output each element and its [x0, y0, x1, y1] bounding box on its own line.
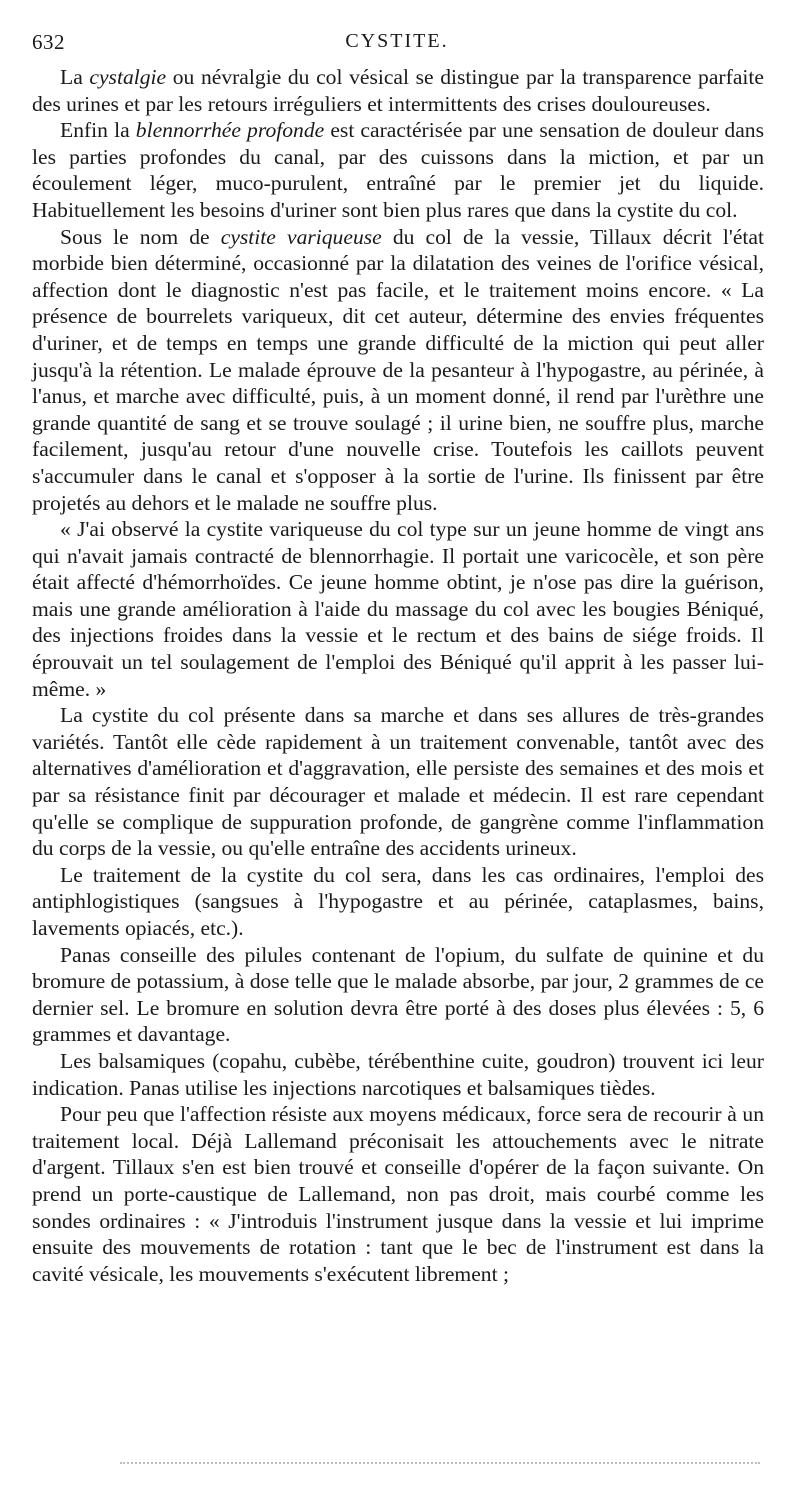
footer-scan-marks [120, 1462, 760, 1468]
italic-term: cystite variqueuse [220, 224, 382, 249]
paragraph-panas: Panas conseille des pilules contenant de l'opium, du sulfate de quinine et du bromure de potassium, à dose telle que le malade absorbe, par jour, 2 grammes de ce dernier sel. Le bromure en solution devra être porté à des doses plus élevées : 5, 6 grammes et davantage. [32, 942, 764, 1047]
italic-term: blennorrhée profonde [135, 118, 325, 143]
italic-term: cystalgie [89, 65, 167, 89]
page-header [32, 30, 762, 60]
running-title: CYSTITE. [345, 30, 449, 52]
paragraph-marche: La cystite du col présente dans sa marche et dans ses allures de très-grandes variétés. Tantôt elle cède rapidement à un traitement convenable, tantôt avec des alternatives d'amélioration et d'aggravation, elle persiste des semaines et des mois et par sa résistance finit par décourager et malade et médecin. Il est rare cependant qu'elle se complique de suppuration profonde, de gangrène comme l'inflammation du corps de la vessie, ou qu'elle entraîne des accidents urineux. [32, 703, 764, 861]
paragraph-cystalgie: La cystalgie ou névralgie du col vésical se distingue par la transparence parfaite des urines et par les retours irréguliers et intermittents des crises douloureuses. [32, 65, 764, 116]
paragraph-observation: « J'ai observé la cystite variqueuse du col type sur un jeune homme de vingt ans qui n'avait jamais contracté de blennorrhagie. Il portait une varicocèle, et son père était affecté d'hémorrhoïdes. Ce jeune homme obtint, je n'ose pas dire la guérison, mais une grande amélioration à l'aide du massage du col avec les bougies Béniqué, des injections froides dans la vessie et le rectum et des bains de siége froids. Il éprouvait un tel soulagement de l'emploi des Béniqué qu'il apprit à les passer lui-même. » [32, 517, 764, 701]
paragraph-blennorrhee: Enfin la blennorrhée profonde est caractérisée par une sensation de douleur dans les parties profondes du canal, par des cuissons dans la miction, et par un écoulement léger, muco-purulent, entraîné par le premier jet du liquide. Habituellement les besoins d'uriner sont bien plus rares que dans la cystite du col. [32, 118, 764, 222]
paragraph-traitement-local: Pour peu que l'affection résiste aux moyens médicaux, force sera de recourir à un traitement local. Déjà Lallemand préconisait les attouchements avec le nitrate d'argent. Tillaux s'en est bien trouvé et conseille d'opérer de la façon suivante. On prend un porte-caustique de Lallemand, non pas droit, mais courbé comme les sondes ordinaires : « J'introduis l'instrument jusque dans la vessie et lui imprime ensuite des mouvements de rotation : tant que le bec de l'instrument est dans la cavité vésicale, les mouvements s'exécutent librement ; [32, 1102, 764, 1286]
paragraph-balsamiques: Les balsamiques (copahu, cubèbe, térébenthine cuite, goudron) trouvent ici leur indication. Panas utilise les injections narcotiques et balsamiques tièdes. [32, 1048, 764, 1100]
body-text [32, 64, 764, 1287]
paragraph-cystite-variqueuse: Sous le nom de cystite variqueuse du col de la vessie, Tillaux décrit l'état morbide bien déterminé, occasionné par la dilatation des veines de l'orifice vésical, affection dont le diagnostic n'est pas facile, et le traitement moins encore. « La présence de bourrelets variqueux, dit cet auteur, détermine des envies fréquentes d'uriner, et de temps en temps une grande difficulté de la miction qui peut aller jusqu'à la rétention. Le malade éprouve de la pesanteur à l'hypogastre, au périnée, à l'anus, et marche avec difficulté, puis, à un moment donné, il rend par l'urèthre une grande quantité de sang et se trouve soulagé ; il urine bien, ne souffre plus, marche facilement, jusqu'au retour d'une nouvelle crise. Toutefois les caillots peuvent s'accumuler dans le canal et s'opposer à la sortie de l'urine. Ils finissent par être projetés au dehors et le malade ne souffre plus. [32, 224, 764, 515]
paragraph-traitement: Le traitement de la cystite du col sera, dans les cas ordinaires, l'emploi des antiphlogistiques (sangsues à l'hypogastre et au périnée, cataplasmes, bains, lavements opiacés, etc.). [32, 862, 764, 940]
page-number: 632 [32, 30, 65, 54]
